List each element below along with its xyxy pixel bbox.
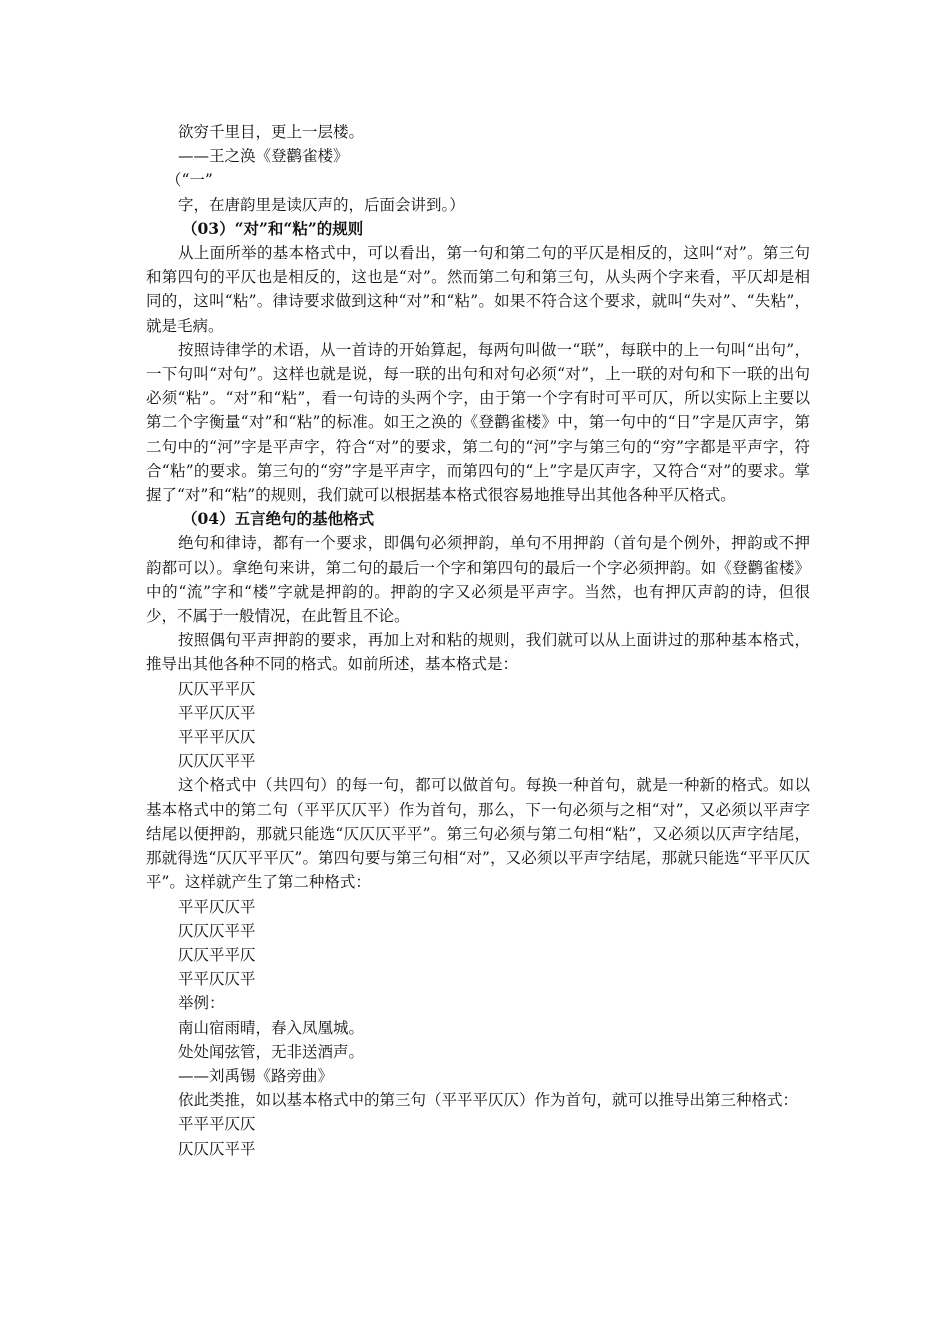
example-label: 举例： — [178, 994, 225, 1013]
body-paragraph: 从上面所举的基本格式中，可以看出，第一句和第二句的平仄是相反的，这叫“对”。第三句和第四句的平仄也是相反的，这也是“对”。然而第二句和第三句，从头两个字来看，平仄却是相同的，这叫“粘”。律诗要求做到这种“对”和“粘”。如果不符合这个要求，就叫“失对”、“失粘”，就是毛病。 — [146, 244, 810, 335]
body-paragraph: 按照偶句平声押韵的要求，再加上对和粘的规则，我们就可以从上面讲过的那种基本格式，推导出其他各种不同的格式。如前所述，基本格式是： — [146, 631, 810, 674]
tone-pattern-line: 平平平仄仄 — [178, 1115, 256, 1134]
section-heading: （03）“对”和“粘”的规则 — [182, 218, 364, 238]
tone-pattern-line: 仄仄仄平平 — [178, 1139, 256, 1158]
body-paragraph: 这个格式中（共四句）的每一句，都可以做首句。每换一种首句，就是一种新的格式。如以基本格式中的第二句（平平仄仄平）作为首句，那么，下一句必须与之相“对”，又必须以平声字结尾以便押韵，那就只能选“仄仄仄平平”。第三句必须与第二句相“粘”，又必须以仄声字结尾，那就得选“仄仄平平仄”。第四句要与第三句相“对”，又必须以平声字结尾，那就只能选“平平仄仄平”。这样就产生了第二种格式： — [146, 776, 810, 892]
tone-pattern-line: 平平平仄仄 — [178, 728, 256, 747]
section-heading: （04）五言绝句的基他格式 — [182, 509, 375, 529]
tone-pattern-line: 仄仄仄平平 — [178, 752, 256, 771]
tone-pattern-line: 平平仄仄平 — [178, 703, 256, 722]
poem-attribution: ——王之涣《登鹳雀楼》 — [178, 147, 349, 166]
tone-pattern-line: 平平仄仄平 — [178, 970, 256, 989]
poem-line: 欲穷千里目，更上一层楼。 — [178, 123, 365, 141]
body-line: 依此类推，如以基本格式中的第三句（平平平仄仄）作为首句，就可以推导出第三种格式： — [178, 1091, 799, 1110]
body-paragraph: 按照诗律学的术语，从一首诗的开始算起，每两句叫做一“联”，每联中的上一句叫“出句”，一下句叫“对句”。这样也就是说，每一联的出句和对句必须“对”，上一联的对句和下一联的出句必须“粘”。“对”和“粘”，看一句诗的头两个字，由于第一个字有时可平可仄，所以实际上主要以第二个字衡量“对”和“粘”的标准。如王之涣的《登鹳雀楼》中，第一句中的“日”字是仄声字，第二句中的“河”字是平声字，符合“对”的要求，第二句的“河”字与第三句的“穷”字都是平声字，符合“粘”的要求。第三句的“穷”字是平声字，而第四句的“上”字是仄声字，又符合“对”的要求。掌握了“对”和“粘”的规则，我们就可以根据基本格式很容易地推导出其他各种平仄格式。 — [146, 340, 810, 505]
poem-line: 处处闻弦管，无非送酒声。 — [178, 1042, 365, 1061]
tone-pattern-line: 平平仄仄平 — [178, 897, 256, 916]
poem-attribution: ——刘禹锡《路旁曲》 — [178, 1066, 334, 1085]
tone-pattern-line: 仄仄仄平平 — [178, 921, 256, 940]
tone-pattern-line: 仄仄平平仄 — [178, 679, 256, 698]
note-line: （“一” — [166, 171, 213, 190]
note-line: 字，在唐韵里是读仄声的，后面会讲到。） — [178, 195, 465, 214]
document-body — [146, 120, 810, 1161]
tone-pattern-line: 仄仄平平仄 — [178, 945, 256, 964]
poem-line: 南山宿雨晴，春入凤凰城。 — [178, 1018, 365, 1037]
body-paragraph: 绝句和律诗，都有一个要求，即偶句必须押韵，单句不用押韵（首句是个例外，押韵或不押韵都可以）。拿绝句来讲，第二句的最后一个字和第四句的最后一个字必须押韵。如《登鹳雀楼》中的“流”字和“楼”字就是押韵的。押韵的字又必须是平声字。当然，也有押仄声韵的诗，但很少，不属于一般情况，在此暂且不论。 — [146, 534, 810, 626]
